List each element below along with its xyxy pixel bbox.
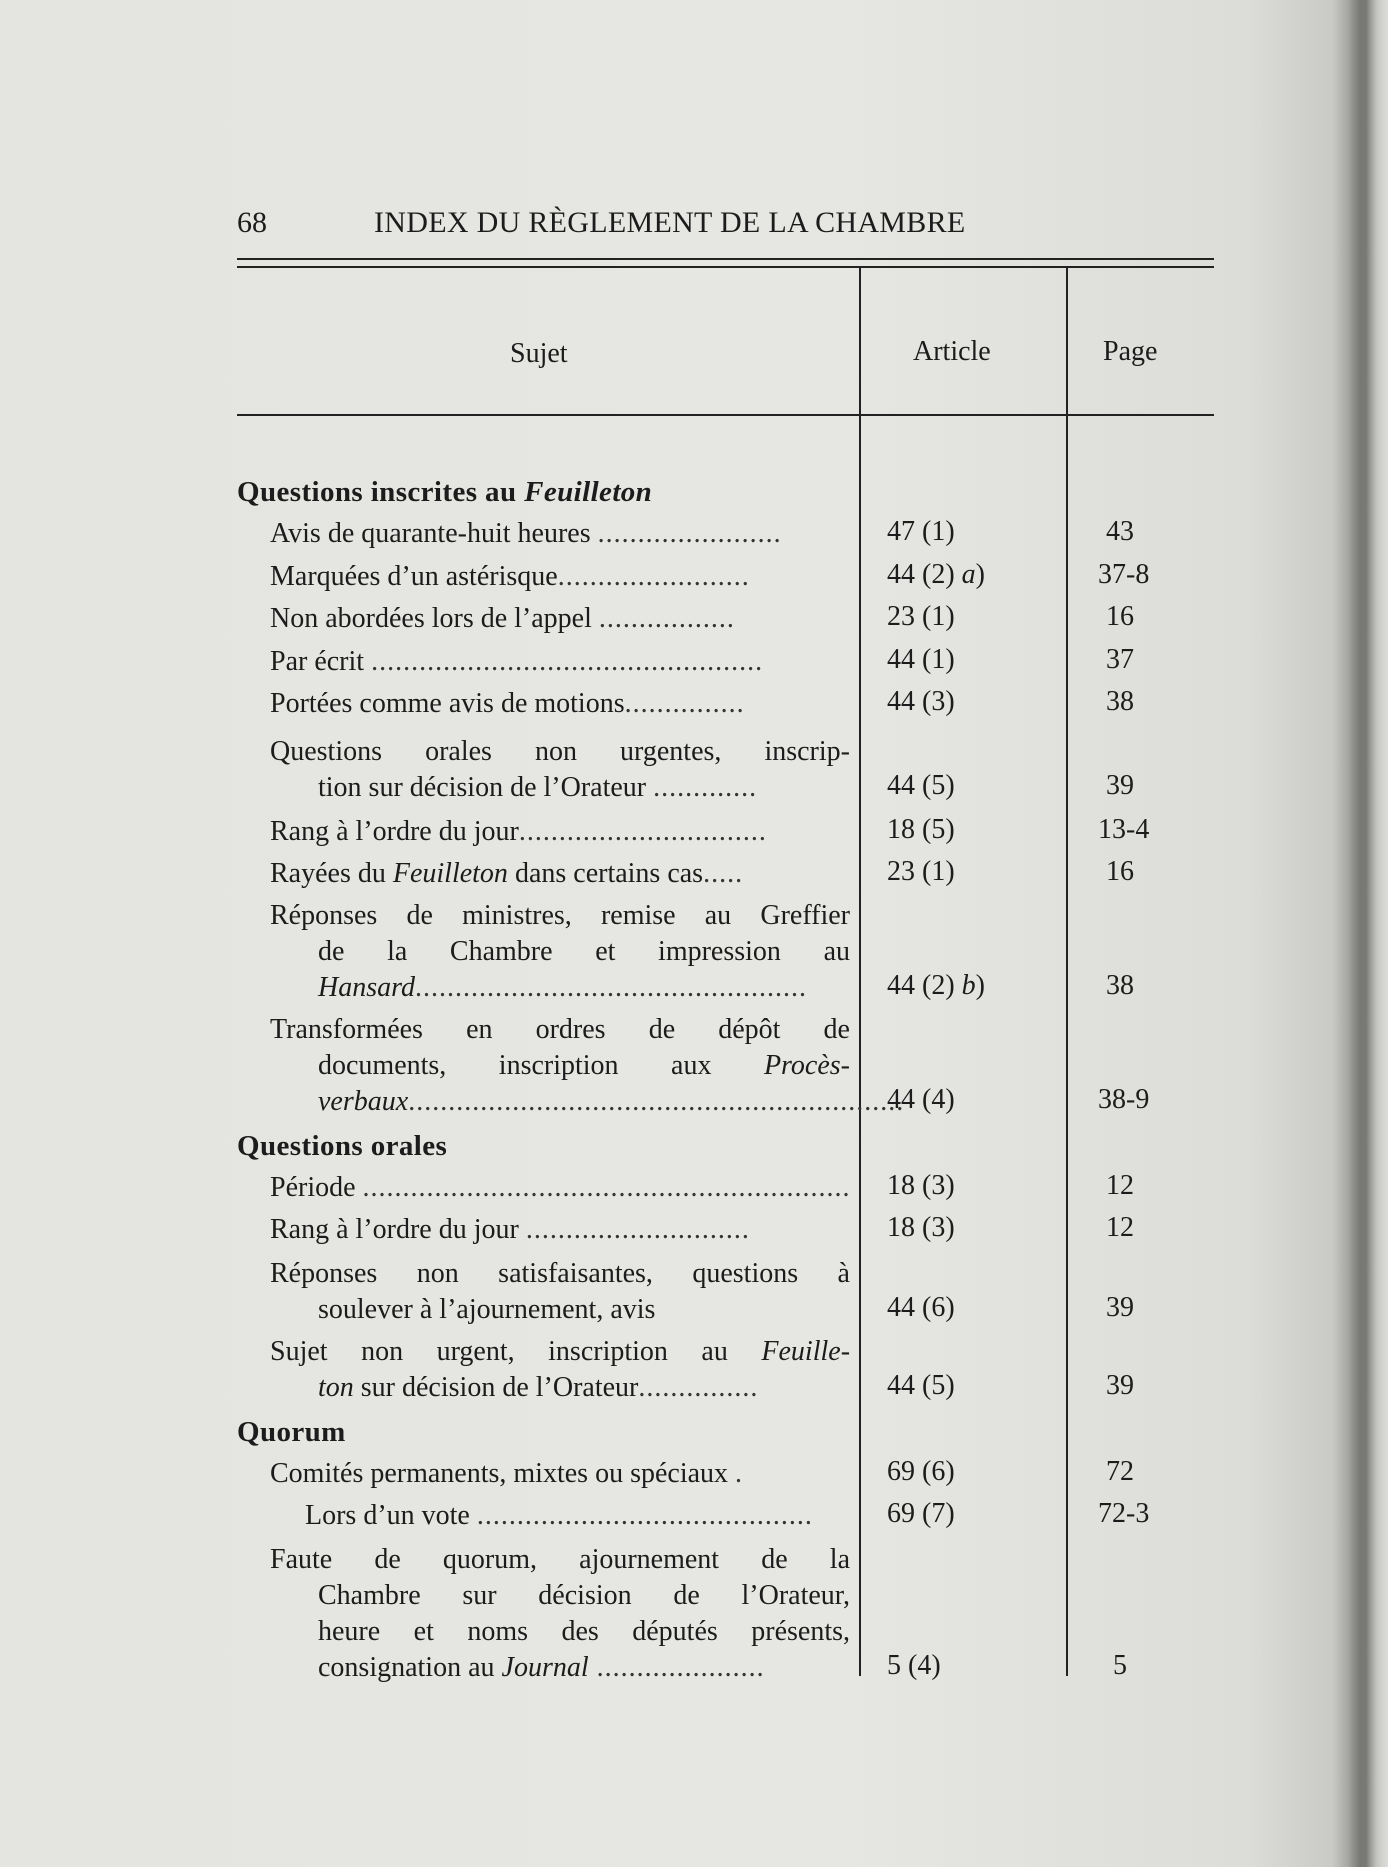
scanned-page: 68 INDEX DU RÈGLEMENT DE LA CHAMBRE Sujet Article Page Questions inscrites au Feuilleton Avis de quarante-huit heures ....................... 47 (1) 43 Marquées d’un astérisque........................ 44 (2) a) 37-8 Non abordées lors de l’appel ................. 23 (1) 16 Par écrit ................................................. 44 (1) 37 Portées comme avis de motions............... 44 (3) 38 Questions orales non urgentes, inscrip- tion sur décision de l’Orateur ............. 44 (5) 39 Rang à l’ordre du jour............................... 18 (5) 13-4 Rayées du Feuilleton dans certains cas..... 23 (1) 16 Réponses de ministres, remise au Greffier de la Chambre et impression au Hansard................................................. 44 (2) b) 38 Transformées en ordres de dépôt de documents, inscription aux Procès- verbaux.............................................................. 44 (4) 38-9 Questions orales Période ............................................................. 18 (3) 12 Rang à l’ordre du jour ............................ 18 (3) 12 Réponses non satisfaisantes, questions à soulever à l’ajournement, avis 44 (6) 39 Sujet non urgent, inscription au Feuille- ton sur décision de l’Orateur............... 44 (5) 39 Quorum Comités permanents, mixtes ou spéciaux . 69 (6) 72 Lors d’un vote .......................................... 69 (7) 72-3 Faute de quorum, ajournement de la Chambre sur décision de l’Orateur, heure et noms des députés présents, consignation au Journal ..................... 5 (4) 5 xyxy=(0,0,1388,1867)
running-title: INDEX DU RÈGLEMENT DE LA CHAMBRE xyxy=(374,206,966,239)
section-heading: Questions orales xyxy=(237,1130,448,1162)
column-header-page: Page xyxy=(1103,336,1158,367)
page-binding-shadow xyxy=(1348,0,1388,1867)
column-header-article: Article xyxy=(913,336,991,367)
column-divider-1 xyxy=(859,268,861,1676)
column-divider-2 xyxy=(1066,268,1068,1676)
column-header-sujet: Sujet xyxy=(510,338,568,369)
section-heading: Questions inscrites au Feuilleton xyxy=(237,476,653,508)
top-rule-1 xyxy=(237,258,1214,260)
page-number: 68 xyxy=(237,206,267,239)
section-heading: Quorum xyxy=(237,1416,346,1448)
page-header xyxy=(237,206,1217,246)
